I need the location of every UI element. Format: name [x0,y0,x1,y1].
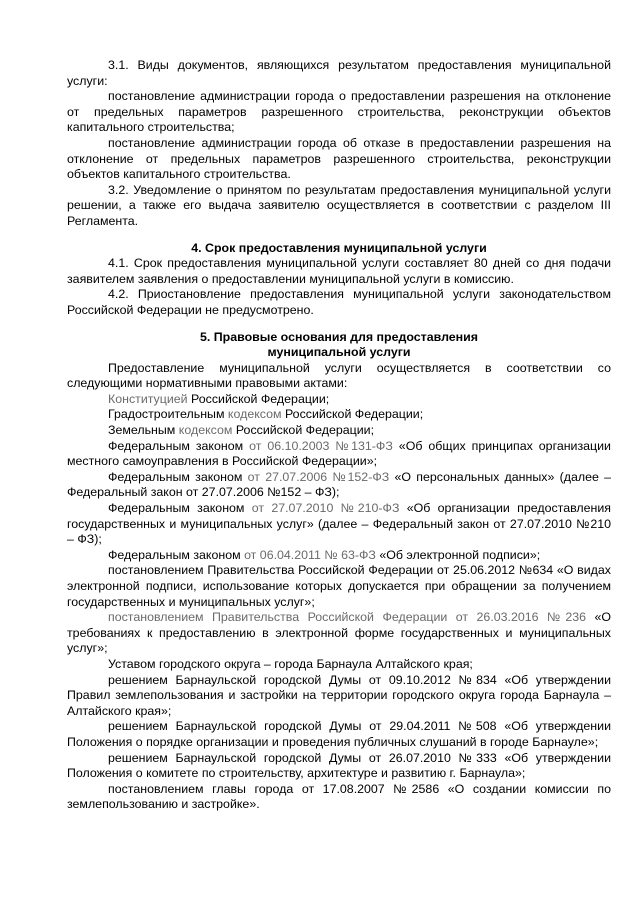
paragraph-3-2: 3.2. Уведомление о принятом по результатам предоставления муниципальной услуги решении, а также его выдача заявителю осуществляется в соответствии с разделом III Регламента. [67,182,611,228]
act-head-2586: постановлением главы города от 17.08.2007 №2586 «О создании комиссии по землепользованию и застройке». [67,781,611,812]
section-5-heading-line-2: муниципальной услуги [267,345,411,360]
paragraph-3-1-item-1: постановление администрации города о предоставлении разрешения на отклонение от предельных параметров разрешенного строительства, реконструкции объектов капитального строительства; [67,89,611,135]
act-constitution-ref: Конституцией [108,391,188,406]
act-gov-236: постановлением Правительства Российской Федерации от 26.03.2016 №236 «О требованиях к предоставлению в электронной форме государственных и муниципальных услуг»; [67,610,611,656]
act-urban-planning-code: Градостроительным кодексом Российской Федерации; [108,407,424,422]
act-duma-333: решением Барнаульской городской Думы от 26.07.2010 №333 «Об утверждении Положения о комитете по строительству, архитектуре и развитию г. Барнаула»; [67,750,611,781]
paragraph-3-1: 3.1. Виды документов, являющихся результатом предоставления муниципальной услуги: [67,58,611,88]
act-urban-planning-code-ref: кодексом [227,407,282,422]
act-law-210-ref: от 27.07.2010 №210-ФЗ [251,501,400,516]
act-law-131: Федеральным законом от 06.10.2003 №131-ФЗ «Об общих принципах организации местного самоуправления в Российской Федерации»; [67,438,611,469]
section-4-heading: 4. Срок предоставления муниципальной услуги [191,240,487,255]
act-gov-634: постановлением Правительства Российской Федерации от 25.06.2012 №634 «О видах электронной подписи, использование которых допускается при обращении за получением государственных и муниципальных услуг»; [67,563,611,609]
act-law-63: Федеральным законом от 06.04.2011 № 63-ФЗ «Об электронной подписи»; [108,547,541,562]
act-land-code: Земельным кодексом Российской Федерации; [108,423,375,438]
act-law-131-ref: от 06.10.2003 №131-ФЗ [249,438,393,453]
paragraph-3-1-item-2: постановление администрации города об отказе в предоставлении разрешения на отклонение от предельных параметров разрешенного строительства, реконструкции объектов капитального строительства. [67,135,611,182]
paragraph-4-1: 4.1. Срок предоставления муниципальной услуги составляет 80 дней со дня подачи заявителем заявления о предоставлении муниципальной услуги в комиссию. [67,256,611,286]
act-law-152-ref: от 27.07.2006 №152-ФЗ [247,469,390,484]
act-duma-508: решением Барнаульской городской Думы от 29.04.2011 №508 «Об утверждении Положения о порядке организации и проведения публичных слушаний в городе Барнауле»; [67,719,611,749]
section-5-heading-line-1: 5. Правовые основания для предоставления [199,329,479,344]
act-law-152: Федеральным законом от 27.07.2006 №152-ФЗ «О персональных данных» (далее – Федеральный закон от 27.07.2006 №152 – ФЗ); [67,469,611,500]
act-gov-236-ref: постановлением Правительства Российской Федерации от 26.03.2016 №236 [108,610,586,625]
document-page [67,58,611,813]
act-city-charter: Уставом городского округа – города Барнаула Алтайского края; [108,656,473,671]
act-constitution: Конституцией Российской Федерации; [108,391,330,406]
section-5-intro: Предоставление муниципальной услуги осуществляется в соответствии со следующими нормативными правовыми актами: [67,360,611,391]
act-law-210: Федеральным законом от 27.07.2010 №210-ФЗ «Об организации предоставления государственных и муниципальных услуг» (далее – Федеральный закон от 27.07.2010 №210 – ФЗ); [67,501,611,547]
act-law-63-ref: от 06.04.2011 № 63-ФЗ [244,547,376,562]
act-land-code-ref: кодексом [178,423,233,438]
act-duma-834: решением Барнаульской городской Думы от 09.10.2012 №834 «Об утверждении Правил землепользования и застройки на территории городского округа города Барнаула – Алтайского края»; [67,672,611,718]
paragraph-4-2: 4.2. Приостановление предоставления муниципальной услуги законодательством Российской Федерации не предусмотрено. [67,287,611,317]
